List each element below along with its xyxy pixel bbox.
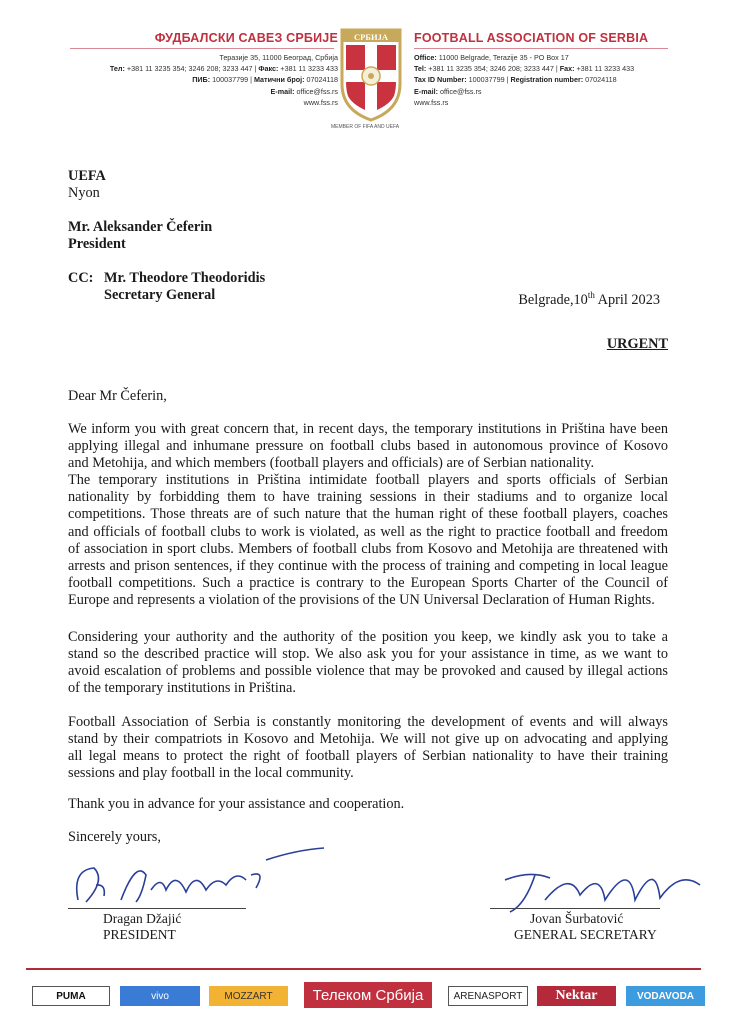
email-line: E-mail: office@fss.rs [270,86,338,96]
secretary-title: GENERAL SECRETARY [514,927,657,942]
text-line: arrests and prison sentences, if they continue with the process of training and competing in local league [68,557,668,574]
paragraph-3 [68,714,668,782]
sponsor-logo-nektar: Nektar [537,986,616,1006]
text-line: and officials of football clubs to work is violated, as well as the right to practice football and freedom [68,523,668,540]
letter-date: Belgrade,10th April 2023 [518,290,660,308]
text-line: stand so the described practice will stop. We also ask you for your assistance in time, as we want to [68,646,668,663]
urgent-label: URGENT [606,336,668,352]
contact-block-latin [414,52,634,108]
member-note: MEMBER OF FIFA AND UEFA [331,124,400,130]
recipient-org: UEFA [68,168,106,184]
text-line: nationality by forbidding them to have training sessions in their stadiums and to organize local [68,489,668,506]
footer-rule [26,968,701,970]
phone-line: Тел: +381 11 3235 354; 3246 208; 3233 447 | Факс: +381 11 3233 433 [109,64,338,74]
sponsor-logo-puma: PUMA [32,986,110,1006]
id-line: Tax ID Number: 100037799 | Registration number: 07024118 [414,75,617,85]
org-name-cyrillic: ФУДБАЛСКИ САВЕЗ СРБИЈЕ [154,31,338,45]
paragraph-2 [68,629,668,697]
text-line: and Metohija, and which members (football players and officials) are of Serbian nationality. [68,455,595,472]
paragraph-1 [68,421,668,609]
secretary-name: Jovan Šurbatović [530,911,624,926]
fss-crest-logo [340,28,402,122]
website: www.fss.rs [303,97,338,107]
header-rule-left [70,48,334,49]
sponsor-logo-vivo: vivo [120,986,200,1006]
text-line: applying illegal and inhumane pressure on football clubs based in autonomous province of Kosovo [68,438,668,455]
president-name: Dragan Džajić [103,911,182,926]
cc-title: Secretary General [104,287,216,303]
sponsor-logo-телеком-србија: Телеком Србија [304,982,432,1008]
recipient-city: Nyon [68,185,100,201]
text-line: of the temporary institutions in Priština. [68,680,296,697]
recipient-title: President [68,236,126,252]
closing: Sincerely yours, [68,829,161,845]
sponsor-logo-vodavoda: VODAVODA [626,986,705,1006]
cc-name: Mr. Theodore Theodoridis [104,270,266,286]
text-line: Considering your authority and the authority of the position you keep, we kindly ask you to take a [68,629,668,645]
text-line: sessions and play football in the local community. [68,765,354,782]
header-rule-right [414,48,668,49]
text-line: avoid escalation of problems and possible violence that may be provoked and caused by illegal actions [68,663,668,680]
svg-text:СРБИЈА: СРБИЈА [354,32,388,42]
text-line: stand by their compatriots in Kosovo and Metohija. We will not give up on advocating and applying [68,731,668,748]
text-line: The temporary institutions in Priština intimidate football players and sports officials of Serbian [68,472,668,489]
signature-president [66,840,336,915]
signature-line-right [490,908,660,909]
text-line: Europe and represents a violation of the provisions of the UN Universal Declaration of Human Rights. [68,591,655,608]
recipient-name: Mr. Aleksander Čeferin [68,219,213,235]
thanks-line: Thank you in advance for your assistance and cooperation. [68,796,405,812]
id-line: ПИБ: 100037799 | Матични број: 07024118 [192,75,338,85]
sponsor-logo-arenasport: ARENASPORT [448,986,528,1006]
office-line: Office: 11000 Belgrade, Terazije 35 - PO Box 17 [414,53,569,62]
text-line: We inform you with great concern that, in recent days, the temporary institutions in Priština have been [68,421,668,437]
text-line: Football Association of Serbia is constantly monitoring the development of events and will always [68,714,668,730]
phone-line: Tel: +381 11 3235 354; 3246 208; 3233 447 | Fax: +381 11 3233 433 [414,64,635,74]
cc-label: CC: [68,270,94,286]
sponsor-logo-mozzart: MOZZART [209,986,288,1006]
contact-block-cyrillic [110,52,338,108]
email-line: E-mail: office@fss.rs [414,86,482,96]
website: www.fss.rs [414,97,449,107]
signature-line-left [68,908,246,909]
org-name-latin: FOOTBALL ASSOCIATION OF SERBIA [414,31,649,45]
text-line: competitions. Those threats are of such nature that the human right of these football players, coaches [68,506,668,523]
salutation: Dear Mr Čeferin, [68,388,167,404]
text-line: of association in sport clubs. Members of football clubs from Kosovo and Metohija are threatened with [68,540,668,557]
president-title: PRESIDENT [103,927,176,942]
text-line: all legal means to protect the right of football players of Serbian nationality to have their training [68,748,668,765]
address: Теразије 35, 11000 Београд, Србија [219,53,338,62]
text-line: football competitions. Such a practice is contrary to the European Sports Charter of the Council of [68,574,668,591]
